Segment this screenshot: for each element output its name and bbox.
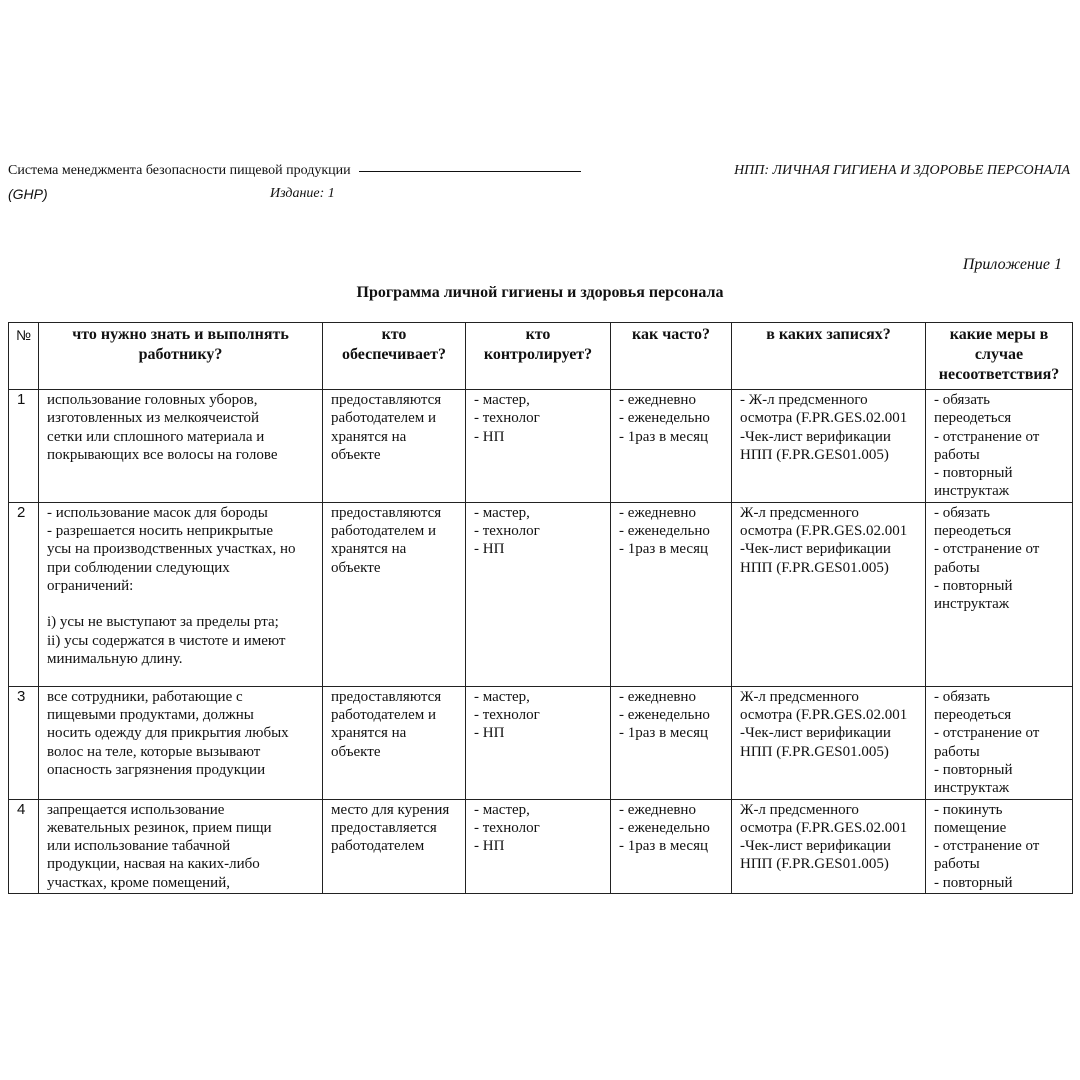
cell-line: НПП (F.PR.GES01.005) bbox=[740, 446, 889, 463]
controller-cell bbox=[466, 502, 611, 686]
program-code: (GHP) bbox=[8, 186, 48, 202]
cell-line: - покинуть bbox=[934, 801, 1003, 818]
table-row bbox=[9, 686, 1073, 799]
cell-line: осмотра (F.PR.GES.02.001 bbox=[740, 707, 908, 724]
cell-line: хранятся на bbox=[331, 725, 407, 742]
cell-line: - обязать bbox=[934, 688, 990, 705]
cell-line: работодателем и bbox=[331, 707, 437, 724]
cell-line: - НП bbox=[474, 541, 505, 558]
cell-line: - еженедельно bbox=[619, 707, 710, 724]
provider-cell bbox=[323, 799, 466, 893]
cell-line: - ежедневно bbox=[619, 801, 696, 818]
cell-line: опасность загрязнения продукции bbox=[47, 761, 266, 778]
records-cell bbox=[732, 502, 926, 686]
cell-line: изготовленных из мелкоячеистой bbox=[47, 410, 260, 427]
cell-line: объекте bbox=[331, 743, 381, 760]
cell-line: сетки или сплошного материала и bbox=[47, 428, 265, 445]
cell-line: - повторный bbox=[934, 465, 1013, 482]
frequency-cell bbox=[611, 502, 732, 686]
cell-line: Ж-л предсменного bbox=[740, 801, 859, 818]
cell-line: - мастер, bbox=[474, 504, 530, 521]
cell-line: инструктаж bbox=[934, 483, 1010, 500]
measures-cell bbox=[926, 799, 1073, 893]
frequency-cell bbox=[611, 686, 732, 799]
program-name: НПП: ЛИЧНАЯ ГИГИЕНА И ЗДОРОВЬЕ ПЕРСОНАЛА bbox=[734, 163, 1070, 178]
cell-line: предоставляются bbox=[331, 688, 442, 705]
column-header-num: № bbox=[9, 323, 39, 390]
measures-cell bbox=[926, 390, 1073, 503]
cell-line: работы bbox=[934, 446, 980, 463]
cell-line: все сотрудники, работающие с bbox=[47, 688, 243, 705]
cell-line: переодеться bbox=[934, 523, 1012, 540]
cell-line: - 1раз в месяц bbox=[619, 725, 709, 742]
column-header-how-often: как часто? bbox=[611, 323, 732, 390]
measures-cell bbox=[926, 686, 1073, 799]
cell-line: НПП (F.PR.GES01.005) bbox=[740, 743, 889, 760]
cell-line: помещение bbox=[934, 819, 1007, 836]
cell-line: -Чек-лист верификации bbox=[740, 838, 891, 855]
frequency-cell bbox=[611, 390, 732, 503]
cell-line: участках, кроме помещений, bbox=[47, 874, 230, 891]
system-name: Система менеджмента безопасности пищевой продукции bbox=[8, 163, 351, 178]
cell-line: осмотра (F.PR.GES.02.001 bbox=[740, 819, 908, 836]
cell-line: -Чек-лист верификации bbox=[740, 541, 891, 558]
cell-line: - отстранение от bbox=[934, 725, 1040, 742]
cell-line: - НП bbox=[474, 428, 505, 445]
cell-line: использование головных уборов, bbox=[47, 392, 258, 408]
cell-line: усы на производственных участках, но bbox=[47, 541, 296, 558]
cell-line: - ежедневно bbox=[619, 392, 696, 408]
cell-line: продукции, насвая на каких-либо bbox=[47, 856, 260, 873]
requirement-cell bbox=[39, 686, 323, 799]
cell-line: хранятся на bbox=[331, 428, 407, 445]
provider-cell bbox=[323, 502, 466, 686]
cell-line: - разрешается носить неприкрытые bbox=[47, 523, 274, 540]
requirement-cell bbox=[39, 502, 323, 686]
hygiene-program-table bbox=[8, 322, 1073, 894]
table-row bbox=[9, 502, 1073, 686]
cell-line: - 1раз в месяц bbox=[619, 838, 709, 855]
cell-line: предоставляются bbox=[331, 392, 442, 408]
row-number: 4 bbox=[9, 799, 39, 893]
row-number: 1 bbox=[9, 390, 39, 503]
cell-line: пищевыми продуктами, должны bbox=[47, 707, 254, 724]
cell-line: предоставляется bbox=[331, 819, 437, 836]
cell-line: - НП bbox=[474, 838, 505, 855]
cell-line: - повторный bbox=[934, 874, 1013, 891]
document-system-header bbox=[8, 163, 581, 179]
records-cell bbox=[732, 686, 926, 799]
cell-line: - ежедневно bbox=[619, 688, 696, 705]
records-cell bbox=[732, 390, 926, 503]
cell-line: хранятся на bbox=[331, 541, 407, 558]
cell-line: при соблюдении следующих bbox=[47, 559, 230, 576]
row-number: 3 bbox=[9, 686, 39, 799]
controller-cell bbox=[466, 799, 611, 893]
cell-line: - 1раз в месяц bbox=[619, 428, 709, 445]
cell-line: - НП bbox=[474, 725, 505, 742]
cell-line: покрывающих все волосы на голове bbox=[47, 446, 278, 463]
cell-line: запрещается использование bbox=[47, 801, 225, 818]
column-header-measures: какие меры в случае несоответствия? bbox=[926, 323, 1073, 390]
records-cell bbox=[732, 799, 926, 893]
cell-line: - обязать bbox=[934, 504, 990, 521]
cell-line: НПП (F.PR.GES01.005) bbox=[740, 856, 889, 873]
cell-line: - обязать bbox=[934, 392, 990, 408]
edition-label: Издание: 1 bbox=[270, 186, 335, 201]
cell-line: - еженедельно bbox=[619, 523, 710, 540]
provider-cell bbox=[323, 390, 466, 503]
table-row bbox=[9, 799, 1073, 893]
column-header-who-provides: кто обеспечивает? bbox=[323, 323, 466, 390]
cell-line: Ж-л предсменного bbox=[740, 688, 859, 705]
cell-line: жевательных резинок, прием пищи bbox=[47, 819, 272, 836]
cell-line: ограничений: bbox=[47, 577, 134, 594]
cell-line: - отстранение от bbox=[934, 541, 1040, 558]
cell-line: работодателем и bbox=[331, 410, 437, 427]
document-title: Программа личной гигиены и здоровья персонала bbox=[356, 284, 724, 301]
cell-line: - технолог bbox=[474, 410, 540, 427]
requirement-cell bbox=[39, 799, 323, 893]
cell-line: предоставляются bbox=[331, 504, 442, 521]
cell-line: объекте bbox=[331, 559, 381, 576]
column-header-who-controls: кто контролирует? bbox=[466, 323, 611, 390]
table-header-row bbox=[9, 323, 1073, 390]
cell-line: - технолог bbox=[474, 523, 540, 540]
cell-line: - мастер, bbox=[474, 688, 530, 705]
cell-line: - отстранение от bbox=[934, 428, 1040, 445]
measures-cell bbox=[926, 502, 1073, 686]
cell-line: - еженедельно bbox=[619, 819, 710, 836]
cell-line: переодеться bbox=[934, 707, 1012, 724]
cell-line: работодателем bbox=[331, 838, 425, 855]
cell-line: i) усы не выступают за пределы рта; bbox=[47, 614, 279, 631]
cell-line: носить одежду для прикрытия любых bbox=[47, 725, 289, 742]
cell-line: - еженедельно bbox=[619, 410, 710, 427]
column-header-records: в каких записях? bbox=[732, 323, 926, 390]
cell-line: - технолог bbox=[474, 707, 540, 724]
table-row bbox=[9, 390, 1073, 503]
cell-line: - повторный bbox=[934, 761, 1013, 778]
cell-line: - использование масок для бороды bbox=[47, 504, 268, 521]
cell-line: или использование табачной bbox=[47, 838, 231, 855]
cell-line: работы bbox=[934, 743, 980, 760]
cell-line: место для курения bbox=[331, 801, 450, 818]
cell-line: - технолог bbox=[474, 819, 540, 836]
appendix-label: Приложение 1 bbox=[962, 256, 1062, 273]
cell-line: ii) усы содержатся в чистоте и имеют bbox=[47, 632, 286, 649]
frequency-cell bbox=[611, 799, 732, 893]
controller-cell bbox=[466, 686, 611, 799]
cell-line: Ж-л предсменного bbox=[740, 504, 859, 521]
cell-line: - отстранение от bbox=[934, 838, 1040, 855]
cell-line: - 1раз в месяц bbox=[619, 541, 709, 558]
blank-line bbox=[47, 595, 314, 613]
signature-line bbox=[359, 171, 581, 172]
cell-line: работодателем и bbox=[331, 523, 437, 540]
cell-line: работы bbox=[934, 559, 980, 576]
cell-line: работы bbox=[934, 856, 980, 873]
cell-line: осмотра (F.PR.GES.02.001 bbox=[740, 410, 908, 427]
cell-line: -Чек-лист верификации bbox=[740, 725, 891, 742]
cell-line: волос на теле, которые вызывают bbox=[47, 743, 261, 760]
requirement-cell bbox=[39, 390, 323, 503]
column-header-what: что нужно знать и выполнять работнику? bbox=[39, 323, 323, 390]
cell-line: НПП (F.PR.GES01.005) bbox=[740, 559, 889, 576]
cell-line: инструктаж bbox=[934, 596, 1010, 613]
provider-cell bbox=[323, 686, 466, 799]
cell-line: - Ж-л предсменного bbox=[740, 392, 868, 408]
controller-cell bbox=[466, 390, 611, 503]
cell-line: -Чек-лист верификации bbox=[740, 428, 891, 445]
cell-line: осмотра (F.PR.GES.02.001 bbox=[740, 523, 908, 540]
cell-line: - мастер, bbox=[474, 392, 530, 408]
cell-line: переодеться bbox=[934, 410, 1012, 427]
cell-line: - ежедневно bbox=[619, 504, 696, 521]
cell-line: инструктаж bbox=[934, 780, 1010, 797]
cell-line: - мастер, bbox=[474, 801, 530, 818]
cell-line: - повторный bbox=[934, 577, 1013, 594]
cell-line: минимальную длину. bbox=[47, 650, 183, 667]
row-number: 2 bbox=[9, 502, 39, 686]
cell-line: объекте bbox=[331, 446, 381, 463]
